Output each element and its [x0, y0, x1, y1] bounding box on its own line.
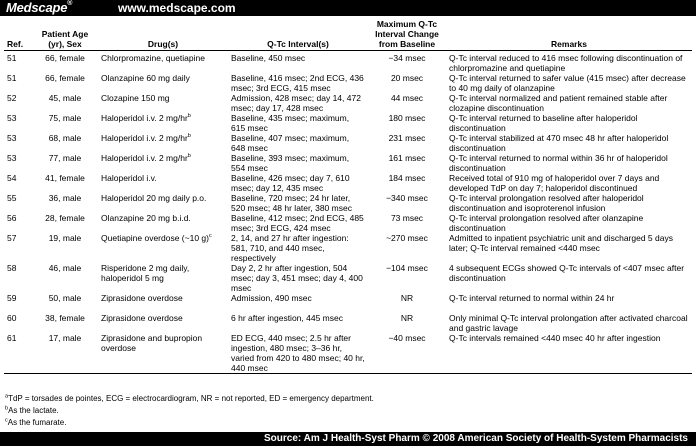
footnote-text: As the lactate.: [8, 406, 59, 415]
cell-ref-text: 57: [7, 233, 17, 243]
cell-age-sex-text: 75, male: [48, 113, 82, 123]
table-row: [4, 313, 692, 333]
qtc-case-table: [4, 18, 692, 374]
cell-ref: [4, 93, 32, 113]
cell-drugs-text: Clozapine 150 mg: [101, 93, 170, 103]
cell-drugs-text: Haloperidol i.v.: [101, 173, 157, 183]
cell-ref-text: 53: [7, 113, 17, 123]
cell-remarks: [446, 293, 692, 313]
cell-remarks: [446, 313, 692, 333]
col-header-ref: Ref.: [4, 18, 32, 51]
cell-qtc-text: Baseline, 426 msec; day 7, 610 msec; day 12, 435 msec: [231, 173, 350, 193]
cell-age-sex-text: 17, male: [48, 333, 82, 343]
cell-drugs-text: Haloperidol i.v. 2 mg/hr: [101, 133, 188, 143]
cell-ref-text: 56: [7, 213, 17, 223]
cell-remarks-text: Q-Tc interval returned to normal within 36 hr of haloperidol discontinuation: [449, 153, 668, 173]
cell-drugs-text: Haloperidol 20 mg daily p.o.: [101, 193, 207, 203]
cell-ref: [4, 193, 32, 213]
cell-age-sex-text: 68, male: [48, 133, 82, 143]
cell-ref: [4, 113, 32, 133]
cell-remarks: [446, 263, 692, 293]
cell-age-sex: [32, 113, 98, 133]
cell-remarks: [446, 93, 692, 113]
logo-registered-mark: ®: [67, 0, 73, 7]
cell-qtc: [228, 263, 368, 293]
cell-drugs-text: Chlorpromazine, quetiapine: [101, 53, 205, 63]
cell-remarks-text: Q-Tc interval prolongation resolved after olanzapine discontinuation: [449, 213, 644, 233]
table-row: [4, 51, 692, 74]
cell-qtc-text: ED ECG, 440 msec; 2.5 hr after ingestion, 480 msec; 3–36 hr, varied from 420 to 480 msec; 40 hr, 440 msec: [231, 333, 365, 373]
cell-qtc-text: 2, 14, and 27 hr after ingestion: 581, 710, and 440 msec, respectively: [231, 233, 349, 263]
cell-age-sex-text: 46, male: [48, 263, 82, 273]
cell-max-change: [368, 51, 446, 74]
footnote-text: As the fumarate.: [7, 418, 67, 427]
cell-drugs-text: Risperidone 2 mg daily, haloperidol 5 mg: [101, 263, 190, 283]
footnote-ref: b: [187, 113, 191, 120]
cell-ref: [4, 313, 32, 333]
footnote-ref: b: [187, 153, 191, 160]
cell-remarks-text: Q-Tc interval returned to baseline after haloperidol discontinuation: [449, 113, 638, 133]
footnote-text: TdP = torsades de pointes, ECG = electrocardiogram, NR = not reported, ED = emergency department.: [8, 394, 374, 403]
cell-age-sex-text: 41, female: [45, 173, 85, 183]
cell-age-sex-text: 50, male: [48, 293, 82, 303]
cell-ref-text: 53: [7, 133, 17, 143]
site-url-link[interactable]: www.medscape.com: [118, 1, 236, 15]
cell-drugs-text: Ziprasidone overdose: [101, 293, 183, 303]
cell-age-sex: [32, 51, 98, 74]
table-row: [4, 233, 692, 263]
cell-ref: [4, 51, 32, 74]
cell-qtc: [228, 73, 368, 93]
cell-ref-text: 51: [7, 73, 17, 83]
cell-max-change-text: 73 msec: [390, 213, 424, 223]
cell-drugs: [98, 93, 228, 113]
cell-qtc: [228, 233, 368, 263]
col-header-qtc: Q-Tc Interval(s): [228, 18, 368, 51]
cell-ref-text: 58: [7, 263, 17, 273]
cell-remarks: [446, 333, 692, 374]
cell-ref: [4, 173, 32, 193]
cell-max-change-text: NR: [400, 293, 414, 303]
footnote-mark: a: [5, 393, 9, 400]
cell-qtc-text: Day 2, 2 hr after ingestion, 504 msec; day 3, 451 msec; day 4, 400 msec: [231, 263, 363, 293]
cell-qtc: [228, 333, 368, 374]
col-header-remarks: Remarks: [446, 18, 692, 51]
cell-age-sex: [32, 173, 98, 193]
cell-max-change: [368, 293, 446, 313]
cell-remarks: [446, 133, 692, 153]
cell-qtc: [228, 51, 368, 74]
cell-ref-text: 55: [7, 193, 17, 203]
table-row: [4, 173, 692, 193]
cell-max-change: [368, 233, 446, 263]
cell-max-change: [368, 333, 446, 374]
cell-qtc: [228, 313, 368, 333]
cell-max-change: [368, 93, 446, 113]
cell-remarks: [446, 233, 692, 263]
cell-max-change-text: −104 msec: [386, 263, 428, 273]
cell-max-change: [368, 173, 446, 193]
cell-qtc-text: Admission, 490 msec: [231, 293, 312, 303]
footnote-mark: b: [5, 405, 9, 412]
cell-qtc: [228, 213, 368, 233]
table-row: [4, 73, 692, 93]
cell-ref: [4, 153, 32, 173]
cell-drugs: [98, 133, 228, 153]
table-row: [4, 93, 692, 113]
cell-drugs: [98, 263, 228, 293]
cell-qtc-text: Baseline, 393 msec; maximum, 554 msec: [231, 153, 350, 173]
cell-qtc: [228, 293, 368, 313]
cell-drugs: [98, 213, 228, 233]
cell-drugs: [98, 333, 228, 374]
footnote-mark: c: [5, 417, 8, 424]
cell-remarks: [446, 153, 692, 173]
cell-max-change-text: 231 msec: [388, 133, 426, 143]
cell-ref-text: 53: [7, 153, 17, 163]
cell-drugs: [98, 113, 228, 133]
cell-drugs-text: Olanzapine 20 mg b.i.d.: [101, 213, 191, 223]
cell-drugs: [98, 313, 228, 333]
cell-qtc-text: Admission, 428 msec; day 14, 472 msec; day 17, 428 msec: [231, 93, 361, 113]
cell-drugs: [98, 233, 228, 263]
cell-age-sex-text: 38, female: [45, 313, 85, 323]
table-row: [4, 133, 692, 153]
table-row: [4, 293, 692, 313]
cell-max-change: [368, 113, 446, 133]
cell-remarks: [446, 113, 692, 133]
cell-qtc: [228, 93, 368, 113]
cell-ref: [4, 73, 32, 93]
header-bar: [0, 0, 696, 16]
cell-max-change: [368, 263, 446, 293]
cell-remarks: [446, 73, 692, 93]
cell-age-sex: [32, 293, 98, 313]
logo-text: Medscape: [6, 0, 68, 15]
cell-age-sex: [32, 333, 98, 374]
table-row: [4, 153, 692, 173]
table-row: [4, 193, 692, 213]
cell-drugs: [98, 193, 228, 213]
cell-remarks-text: 4 subsequent ECGs showed Q-Tc intervals of <407 msec after discontinuation: [449, 263, 685, 283]
cell-drugs-text: Haloperidol i.v. 2 mg/hr: [101, 113, 188, 123]
cell-drugs-text: Olanzapine 60 mg daily: [101, 73, 190, 83]
cell-qtc-text: 6 hr after ingestion, 445 msec: [231, 313, 343, 323]
cell-qtc-text: Baseline, 450 msec: [231, 53, 306, 63]
cell-qtc: [228, 193, 368, 213]
cell-ref: [4, 233, 32, 263]
cell-remarks-text: Only minimal Q-Tc interval prolongation after activated charcoal and gastric lavage: [449, 313, 688, 333]
footnote: [5, 393, 374, 405]
cell-remarks-text: Q-Tc intervals remained <440 msec 40 hr after ingestion: [449, 333, 661, 343]
cell-age-sex: [32, 193, 98, 213]
cell-age-sex: [32, 213, 98, 233]
cell-age-sex-text: 19, male: [48, 233, 82, 243]
table-row: [4, 113, 692, 133]
cell-ref-text: 59: [7, 293, 17, 303]
cell-qtc: [228, 113, 368, 133]
cell-ref-text: 54: [7, 173, 17, 183]
medscape-logo[interactable]: [6, 0, 72, 15]
footnote: [5, 405, 374, 417]
cell-age-sex-text: 66, female: [45, 73, 85, 83]
cell-age-sex: [32, 133, 98, 153]
col-header-drugs: Drug(s): [98, 18, 228, 51]
cell-drugs: [98, 293, 228, 313]
cell-remarks-text: Q-Tc interval returned to normal within 24 hr: [449, 293, 615, 303]
cell-ref: [4, 333, 32, 374]
cell-qtc-text: Baseline, 412 msec; 2nd ECG, 485 msec; 3rd ECG, 424 msec: [231, 213, 364, 233]
cell-max-change: [368, 193, 446, 213]
cell-remarks: [446, 51, 692, 74]
cell-max-change: [368, 153, 446, 173]
cell-max-change-text: 180 msec: [388, 113, 426, 123]
cell-ref: [4, 263, 32, 293]
cell-max-change-text: ~270 msec: [386, 233, 428, 243]
cell-max-change: [368, 313, 446, 333]
cell-qtc-text: Baseline, 720 msec; 24 hr later, 520 msec; 48 hr later, 380 msec: [231, 193, 352, 213]
cell-remarks-text: Q-Tc interval normalized and patient remained stable after clozapine discontinuation: [449, 93, 668, 113]
cell-remarks: [446, 173, 692, 193]
cell-remarks-text: Q-Tc interval prolongation resolved after haloperidol discontinuation and isoproterenol infusion: [449, 193, 644, 213]
cell-ref-text: 51: [7, 53, 17, 63]
cell-age-sex: [32, 93, 98, 113]
cell-qtc: [228, 133, 368, 153]
cell-qtc: [228, 173, 368, 193]
table-row: [4, 213, 692, 233]
cell-remarks-text: Q-Tc interval reduced to 416 msec following discontinuation of chlorpromazine and quetiapine: [449, 53, 683, 73]
cell-max-change-text: −40 msec: [388, 333, 426, 343]
cell-qtc: [228, 153, 368, 173]
footnote-ref: b: [187, 133, 191, 140]
cell-max-change-text: 44 msec: [390, 93, 424, 103]
cell-age-sex: [32, 313, 98, 333]
cell-max-change-text: −340 msec: [386, 193, 428, 203]
source-citation: Source: Am J Health-Syst Pharm © 2008 American Society of Health-System Pharmacists: [263, 433, 688, 444]
cell-remarks-text: Q-Tc interval returned to safer value (415 msec) after decrease to 40 mg daily of olanzapine: [449, 73, 686, 93]
cell-max-change-text: 184 msec: [388, 173, 426, 183]
cell-remarks: [446, 213, 692, 233]
cell-ref: [4, 213, 32, 233]
footnote-ref: c: [208, 233, 212, 240]
cell-drugs-text: Ziprasidone and bupropion overdose: [101, 333, 203, 353]
cell-age-sex-text: 77, male: [48, 153, 82, 163]
footnote: [5, 417, 374, 429]
cell-age-sex: [32, 233, 98, 263]
cell-remarks-text: Admitted to inpatient psychiatric unit and discharged 5 days later; Q-Tc interval remained <440 msec: [449, 233, 673, 253]
col-header-max-change: Maximum Q-Tc Interval Change from Baseline: [368, 18, 446, 51]
cell-drugs: [98, 73, 228, 93]
cell-qtc-text: Baseline, 407 msec; maximum, 648 msec: [231, 133, 350, 153]
cell-max-change-text: 161 msec: [388, 153, 426, 163]
cell-ref: [4, 293, 32, 313]
cell-ref-text: 60: [7, 313, 17, 323]
footer-bar: [0, 432, 696, 446]
cell-max-change-text: 20 msec: [390, 73, 424, 83]
cell-age-sex: [32, 263, 98, 293]
cell-drugs: [98, 153, 228, 173]
col-header-age-sex: Patient Age (yr), Sex: [32, 18, 98, 51]
cell-drugs: [98, 173, 228, 193]
cell-drugs-text: Haloperidol i.v. 2 mg/hr: [101, 153, 188, 163]
cell-ref: [4, 133, 32, 153]
cell-age-sex: [32, 73, 98, 93]
cell-drugs-text: Quetiapine overdose (~10 g): [101, 233, 209, 243]
footnotes: [5, 393, 374, 429]
cell-drugs-text: Ziprasidone overdose: [101, 313, 183, 323]
cell-max-change-text: NR: [400, 313, 414, 323]
cell-age-sex: [32, 153, 98, 173]
cell-age-sex-text: 28, female: [45, 213, 85, 223]
cell-max-change-text: −34 msec: [388, 53, 426, 63]
table-row: [4, 333, 692, 374]
cell-age-sex-text: 66, female: [45, 53, 85, 63]
cell-qtc-text: Baseline, 416 msec; 2nd ECG, 436 msec; 3rd ECG, 415 msec: [231, 73, 364, 93]
table-header-row: [4, 18, 692, 51]
table-row: [4, 263, 692, 293]
cell-max-change: [368, 133, 446, 153]
cell-drugs: [98, 51, 228, 74]
cell-ref-text: 52: [7, 93, 17, 103]
cell-age-sex-text: 36, male: [48, 193, 82, 203]
cell-ref-text: 61: [7, 333, 17, 343]
cell-qtc-text: Baseline, 435 msec; maximum, 615 msec: [231, 113, 350, 133]
cell-max-change: [368, 213, 446, 233]
cell-max-change: [368, 73, 446, 93]
cell-remarks-text: Received total of 910 mg of haloperidol over 7 days and developed TdP on day 7; haloperidol discontinued: [449, 173, 660, 193]
cell-remarks-text: Q-Tc interval stabilized at 470 msec 48 hr after haloperidol discontinuation: [449, 133, 669, 153]
cell-remarks: [446, 193, 692, 213]
cell-age-sex-text: 45, male: [48, 93, 82, 103]
